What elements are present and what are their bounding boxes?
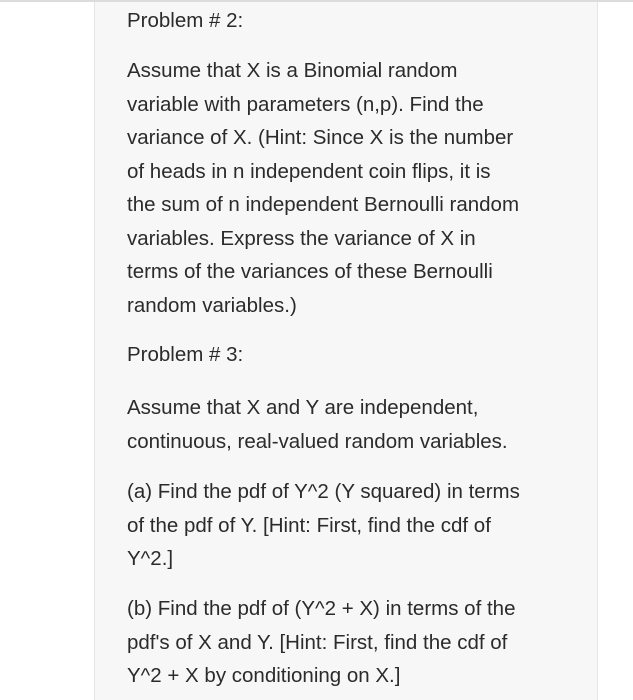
part-b-line: Y^2 + X by conditioning on X.] xyxy=(127,664,401,687)
problem-2-line: terms of the variances of these Bernoulli xyxy=(127,260,493,283)
part-a-line: of the pdf of Y. [Hint: First, find the cdf of xyxy=(127,513,491,537)
problem-3-intro-line: continuous, real-valued random variables. xyxy=(127,429,508,453)
problem-3-heading-text: Problem # 3: xyxy=(127,343,244,366)
problem-2-body xyxy=(127,54,597,322)
problem-2-line: variables. Express the variance of X in xyxy=(127,226,476,250)
problem-3-part-a xyxy=(127,475,597,576)
problem-3-part-b xyxy=(127,592,597,693)
problem-3-intro xyxy=(127,391,597,458)
problem-2-line: variance of X. (Hint: Since X is the number xyxy=(127,126,514,149)
part-a-line: Y^2.] xyxy=(127,547,174,570)
problem-2-line: random variables.) xyxy=(127,293,297,317)
part-a-line: (a) Find the pdf of Y^2 (Y squared) in terms xyxy=(127,480,520,503)
problem-3-intro-line: Assume that X and Y are independent, xyxy=(127,396,479,419)
problem-2-line: the sum of n independent Bernoulli random xyxy=(127,193,520,216)
problem-2-line: of heads in n independent coin flips, it is xyxy=(127,159,491,183)
problem-3-heading xyxy=(127,338,597,372)
problem-2-heading-text: Problem # 2: xyxy=(127,9,244,32)
part-b-line: pdf's of X and Y. [Hint: First, find the cdf of xyxy=(127,630,508,654)
problem-2-heading xyxy=(127,4,597,38)
problem-2-line: Assume that X is a Binomial random xyxy=(127,59,458,82)
part-b-line: (b) Find the pdf of (Y^2 + X) in terms of the xyxy=(127,597,516,620)
problem-2-line: variable with parameters (n,p). Find the xyxy=(127,92,484,116)
